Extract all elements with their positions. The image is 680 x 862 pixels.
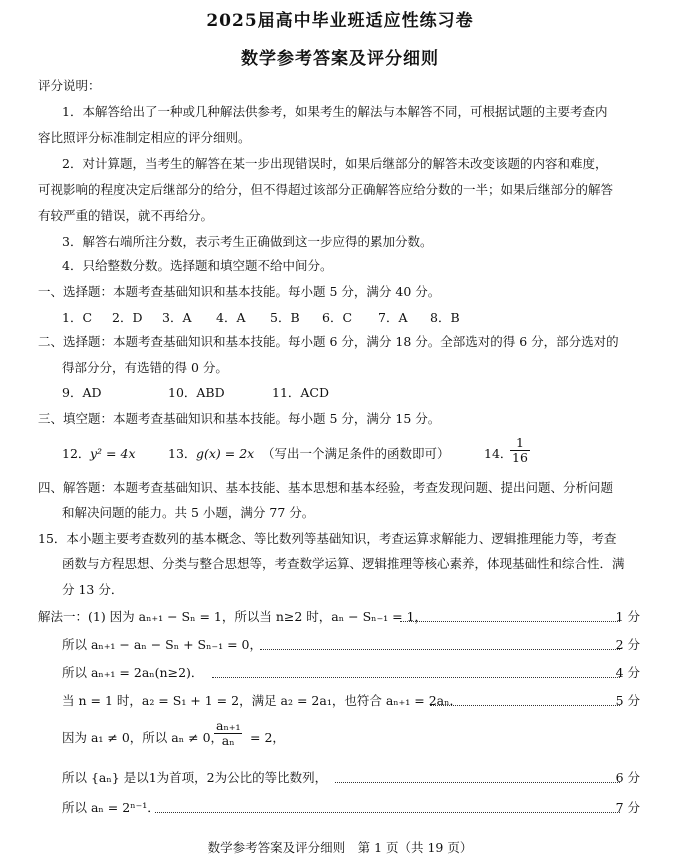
page-subtitle: 数学参考答案及评分细则 [241, 49, 439, 69]
q14-numerator: 1 [510, 436, 530, 451]
ratio-fraction [212, 719, 244, 748]
section2-heading-cont: 得部分分，有选错的得 0 分。 [62, 360, 228, 375]
note-line: 容比照评分标准制定相应的评分细则。 [38, 130, 251, 145]
answer: 7．A [378, 310, 408, 325]
solution-step: 当 n = 1 时，a₂ = S₁ + 1 = 2，满足 a₂ = 2a₁，也符合 aₙ₊₁ = 2aₙ． [62, 693, 463, 708]
note-line: 有较严重的错误，就不再给分。 [38, 208, 214, 223]
answer: 2．D [112, 310, 143, 325]
step-score: 4 分 [615, 665, 640, 680]
solution-step: 所以 {aₙ} 是以1为首项，2为公比的等比数列， [62, 770, 328, 785]
note-line: 1．本解答给出了一种或几种解法供参考，如果考生的解法与本解答不同，可根据试题的主要考查内 [62, 104, 608, 119]
ratio-tail: = 2， [250, 730, 285, 745]
leader-dots [430, 705, 620, 706]
answer: 9．AD [62, 385, 102, 400]
step-score: 5 分 [615, 693, 640, 708]
note-line: 4．只给整数分数。选择题和填空题不给中间分。 [62, 258, 333, 273]
ratio-denominator: aₙ [221, 733, 235, 748]
answer: 11．ACD [272, 385, 330, 400]
q13-number: 13． [168, 446, 197, 461]
step-score: 2 分 [615, 637, 640, 652]
answer: 6．C [322, 310, 353, 325]
q13-answer: g(x) = 2x [196, 446, 255, 461]
q12-answer: y² = 4x [90, 446, 136, 461]
leader-dots [400, 621, 620, 622]
section1-heading: 一、选择题：本题考查基础知识和基本技能。每小题 5 分，满分 40 分。 [38, 284, 441, 299]
q14-number: 14． [484, 446, 513, 461]
section4-heading-cont: 和解决问题的能力。共 5 小题，满分 77 分。 [62, 505, 315, 520]
q15-intro: 15．本小题主要考查数列的基本概念、等比数列等基础知识，考查运算求解能力、逻辑推理能力等，考查 [38, 531, 617, 546]
answer: 4．A [216, 310, 246, 325]
page-footer: 数学参考答案及评分细则 第 1 页（共 19 页） [207, 840, 473, 855]
note-line: 2．对计算题，当考生的解答在某一步出现错误时，如果后继部分的解答未改变该题的内容和难度， [62, 156, 608, 171]
page-title: 2025届高中毕业班适应性练习卷 [206, 11, 474, 31]
step-score: 1 分 [615, 609, 640, 624]
section4-heading: 四、解答题：本题考查基础知识、基本技能、基本思想和基本经验，考查发现问题、提出问题、分析问题 [38, 480, 614, 495]
leader-dots [260, 649, 620, 650]
step-score: 7 分 [615, 800, 640, 815]
q15-intro: 分 13 分． [62, 582, 124, 597]
solution-step: 因为 a₁ ≠ 0，所以 aₙ ≠ 0， [62, 730, 224, 745]
ratio-numerator: aₙ₊₁ [216, 718, 241, 733]
step-score: 6 分 [615, 770, 640, 785]
leader-dots [212, 677, 620, 678]
answer: 10．ABD [168, 385, 225, 400]
q14-denominator: 16 [512, 450, 528, 465]
answer: 8．B [430, 310, 460, 325]
solution-step: 所以 aₙ = 2ⁿ⁻¹． [62, 800, 160, 815]
note-line: 可视影响的程度决定后继部分的给分，但不得超过该部分正确解答应给分数的一半；如果后继部分的解答 [38, 182, 614, 197]
q13-note: （写出一个满足条件的函数即可） [262, 446, 450, 461]
section3-heading: 三、填空题：本题考查基础知识和基本技能。每小题 5 分，满分 15 分。 [38, 411, 441, 426]
q14-answer [508, 436, 532, 465]
leader-dots [155, 812, 620, 813]
answer: 1．C [62, 310, 93, 325]
notes-heading: 评分说明： [38, 78, 101, 93]
answer: 3．A [162, 310, 192, 325]
solution-step: 解法一：(1) 因为 aₙ₊₁ − Sₙ = 1，所以当 n≥2 时，aₙ − Sₙ₋₁ = 1， [38, 609, 428, 624]
solution-step: 所以 aₙ₊₁ − aₙ − Sₙ + Sₙ₋₁ = 0， [62, 637, 262, 652]
q15-intro: 函数与方程思想、分类与整合思想等，考查数学运算、逻辑推理等核心素养，体现基础性和综合性．满 [62, 556, 625, 571]
solution-step: 所以 aₙ₊₁ = 2aₙ(n≥2)． [62, 665, 204, 680]
leader-dots [335, 782, 620, 783]
q12-number: 12． [62, 446, 91, 461]
answer: 5．B [270, 310, 300, 325]
note-line: 3．解答右端所注分数，表示考生正确做到这一步应得的累加分数。 [62, 234, 433, 249]
section2-heading: 二、选择题：本题考查基础知识和基本技能。每小题 6 分，满分 18 分。全部选对的得 6 分，部分选对的 [38, 334, 619, 349]
